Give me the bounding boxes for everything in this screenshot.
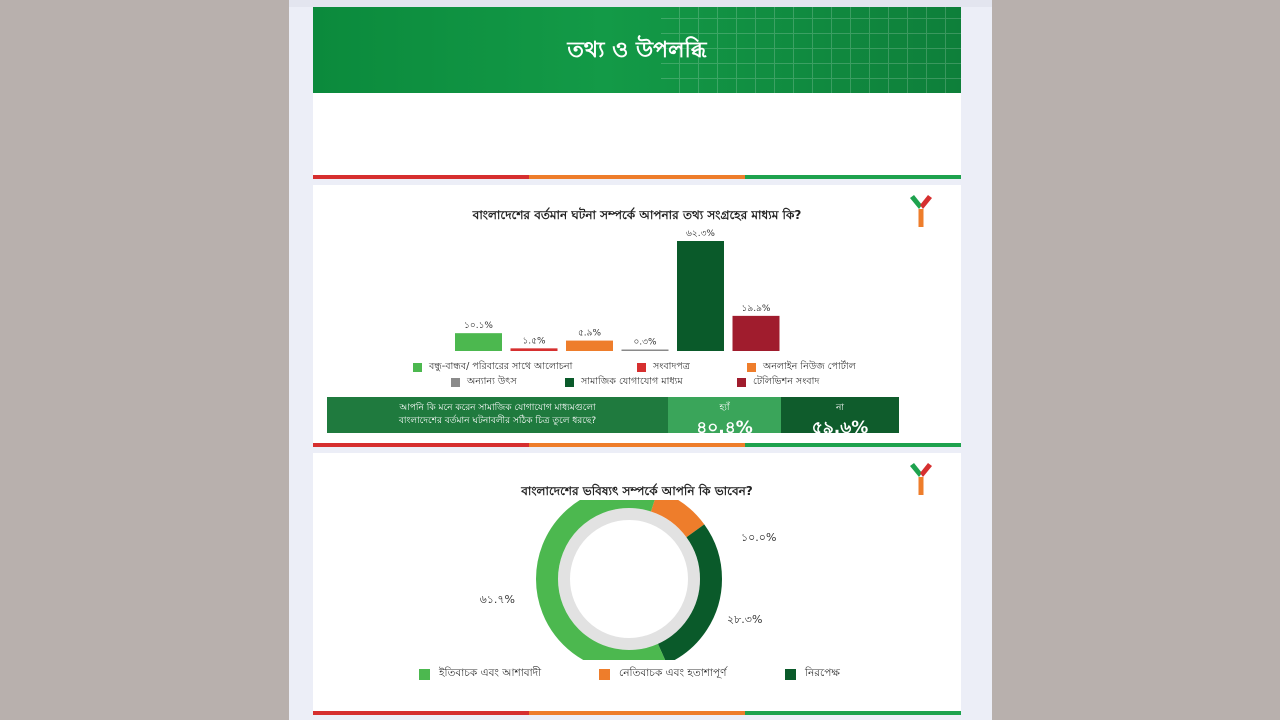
legend-swatch — [419, 669, 430, 680]
bar-chart — [313, 225, 961, 360]
bar-value-label: ১.৫% — [522, 336, 546, 347]
survey-question-line: আপনি কি মনে করেন সামাজিক যোগাযোগ মাধ্যমগুলো — [399, 403, 596, 413]
legend-item — [419, 666, 541, 683]
legend-item — [747, 360, 856, 375]
bar — [733, 316, 780, 351]
legend-swatch — [785, 669, 796, 680]
donut-value-label: ১০.০% — [741, 531, 777, 544]
legend-label: অনলাইন নিউজ পোর্টাল — [763, 361, 856, 372]
bar — [622, 350, 669, 352]
tricolor-divider — [313, 443, 961, 447]
legend-swatch — [451, 378, 460, 387]
tricolor-divider — [313, 175, 961, 179]
legend-label: ইতিবাচক এবং আশাবাদী — [439, 667, 542, 679]
no-value: ৫৯.৬% — [811, 418, 869, 438]
survey-question — [327, 397, 668, 433]
survey-yes — [668, 397, 781, 438]
yes-label: হ্যাঁ — [719, 403, 730, 413]
legend-label: নিরপেক্ষ — [805, 667, 840, 679]
page-title: তথ্য ও উপলব্ধি — [567, 38, 707, 63]
bar — [511, 348, 558, 351]
bar — [566, 341, 613, 351]
legend-swatch — [565, 378, 574, 387]
legend-swatch — [413, 363, 422, 372]
survey-question-line: বাংলাদেশের বর্তমান ঘটনাবলীর সঠিক চিত্র তুলে ধরছে? — [398, 416, 597, 426]
legend-label: অন্যান্য উৎস — [467, 376, 517, 387]
bar-value-label: ৬২.৩% — [686, 229, 715, 239]
bar-value-label: ০.৩% — [633, 337, 657, 348]
header-banner — [313, 7, 961, 93]
legend-item — [599, 666, 727, 683]
bar — [677, 241, 724, 351]
donut-chart-title: বাংলাদেশের ভবিষ্যৎ সম্পর্কে আপনি কি ভাবেন? — [521, 484, 753, 498]
bar-value-label: ১৯.৯% — [741, 303, 771, 314]
no-label: না — [836, 403, 844, 413]
legend-item — [451, 375, 517, 390]
donut-value-label: ২৮.৩% — [727, 613, 763, 626]
legend-label: টেলিভিশন সংবাদ — [753, 376, 820, 387]
legend-swatch — [637, 363, 646, 372]
top-border — [289, 0, 992, 7]
bar-value-label: ১০.১% — [464, 321, 493, 332]
report-page — [289, 0, 992, 720]
blank-panel — [313, 93, 961, 175]
legend-swatch — [599, 669, 610, 680]
yes-value: ৪০.৪% — [696, 418, 753, 438]
donut-value-label: ৬১.৭% — [479, 593, 515, 606]
bar-chart-title: বাংলাদেশের বর্তমান ঘটনা সম্পর্কে আপনার তথ্য সংগ্রহের মাধ্যম কি? — [472, 208, 802, 222]
legend-swatch — [747, 363, 756, 372]
survey-result-bar — [327, 397, 899, 438]
legend-label: সংবাদপত্র — [653, 361, 690, 372]
tricolor-divider — [313, 711, 961, 715]
legend-label: সামাজিক যোগাযোগ মাধ্যম — [581, 376, 683, 387]
legend-item — [785, 666, 840, 683]
donut-chart — [313, 500, 961, 660]
legend-item — [737, 375, 819, 390]
legend-item — [565, 375, 683, 390]
legend-item — [413, 360, 572, 375]
legend-label: বন্ধু-বান্ধব/ পরিবারের সাথে আলোচনা — [429, 361, 573, 372]
bar-value-label: ৫.৯% — [577, 328, 602, 339]
legend-label: নেতিবাচক এবং হতাশাপূর্ণ — [619, 667, 727, 679]
donut-inner-ring — [564, 514, 694, 644]
legend-swatch — [737, 378, 746, 387]
bar — [455, 333, 502, 351]
legend-item — [637, 360, 690, 375]
survey-no — [781, 397, 899, 438]
